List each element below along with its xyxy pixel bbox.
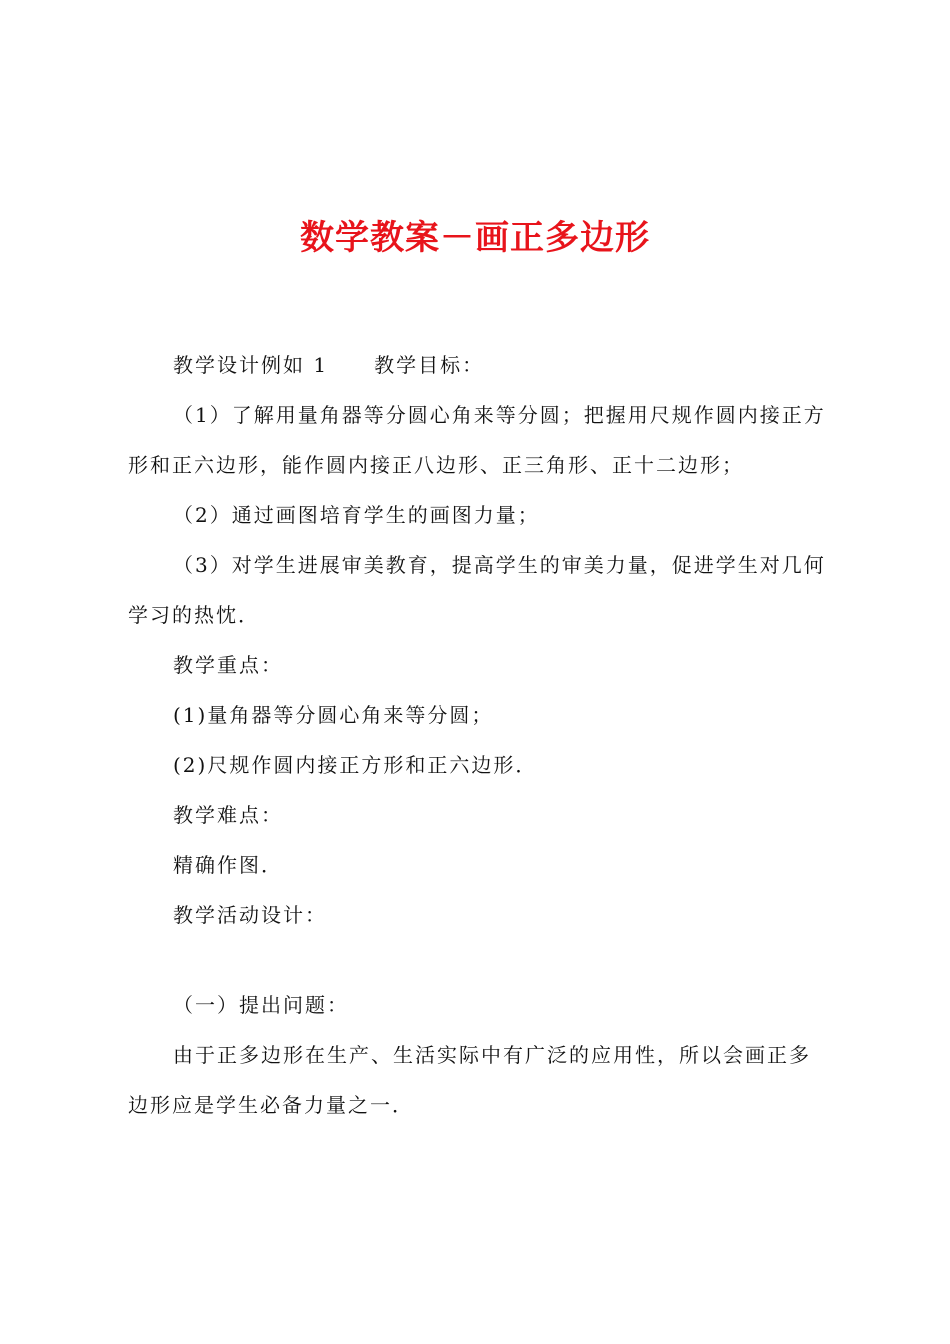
section-one-line-2: 边形应是学生必备力量之一． <box>128 1093 414 1117</box>
example-label: 教学设计例如 1 <box>173 353 329 377</box>
objective-3-line-2: 学习的热忱． <box>128 603 260 627</box>
objective-3-line-1: （3）对学生进展审美教育，提高学生的审美力量，促进学生对几何 <box>173 553 826 577</box>
objective-2: （2）通过画图培育学生的画图力量； <box>173 503 540 527</box>
activity-design-heading: 教学活动设计： <box>173 903 327 927</box>
difficulty-item: 精确作图． <box>173 853 283 877</box>
document-title: 数学教案－画正多边形 <box>300 218 650 258</box>
key-point-1: (1)量角器等分圆心角来等分圆； <box>173 703 494 727</box>
objectives-heading: 教学目标： <box>374 353 485 377</box>
key-points-heading: 教学重点： <box>173 653 283 677</box>
paragraph-intro <box>128 340 832 390</box>
section-one-heading: （一）提出问题： <box>173 993 349 1017</box>
section-one-line-1: 由于正多边形在生产、生活实际中有广泛的应用性，所以会画正多 <box>173 1043 811 1067</box>
objective-1-line-2: 形和正六边形，能作圆内接正八边形、正三角形、正十二边形； <box>128 453 744 477</box>
key-point-2: (2)尺规作圆内接正方形和正六边形． <box>173 753 538 777</box>
document-body <box>128 340 832 1130</box>
section-spacer <box>128 940 832 980</box>
objective-1-line-1: （1）了解用量角器等分圆心角来等分圆；把握用尺规作圆内接正方 <box>173 403 826 427</box>
difficulty-heading: 教学难点： <box>173 803 283 827</box>
